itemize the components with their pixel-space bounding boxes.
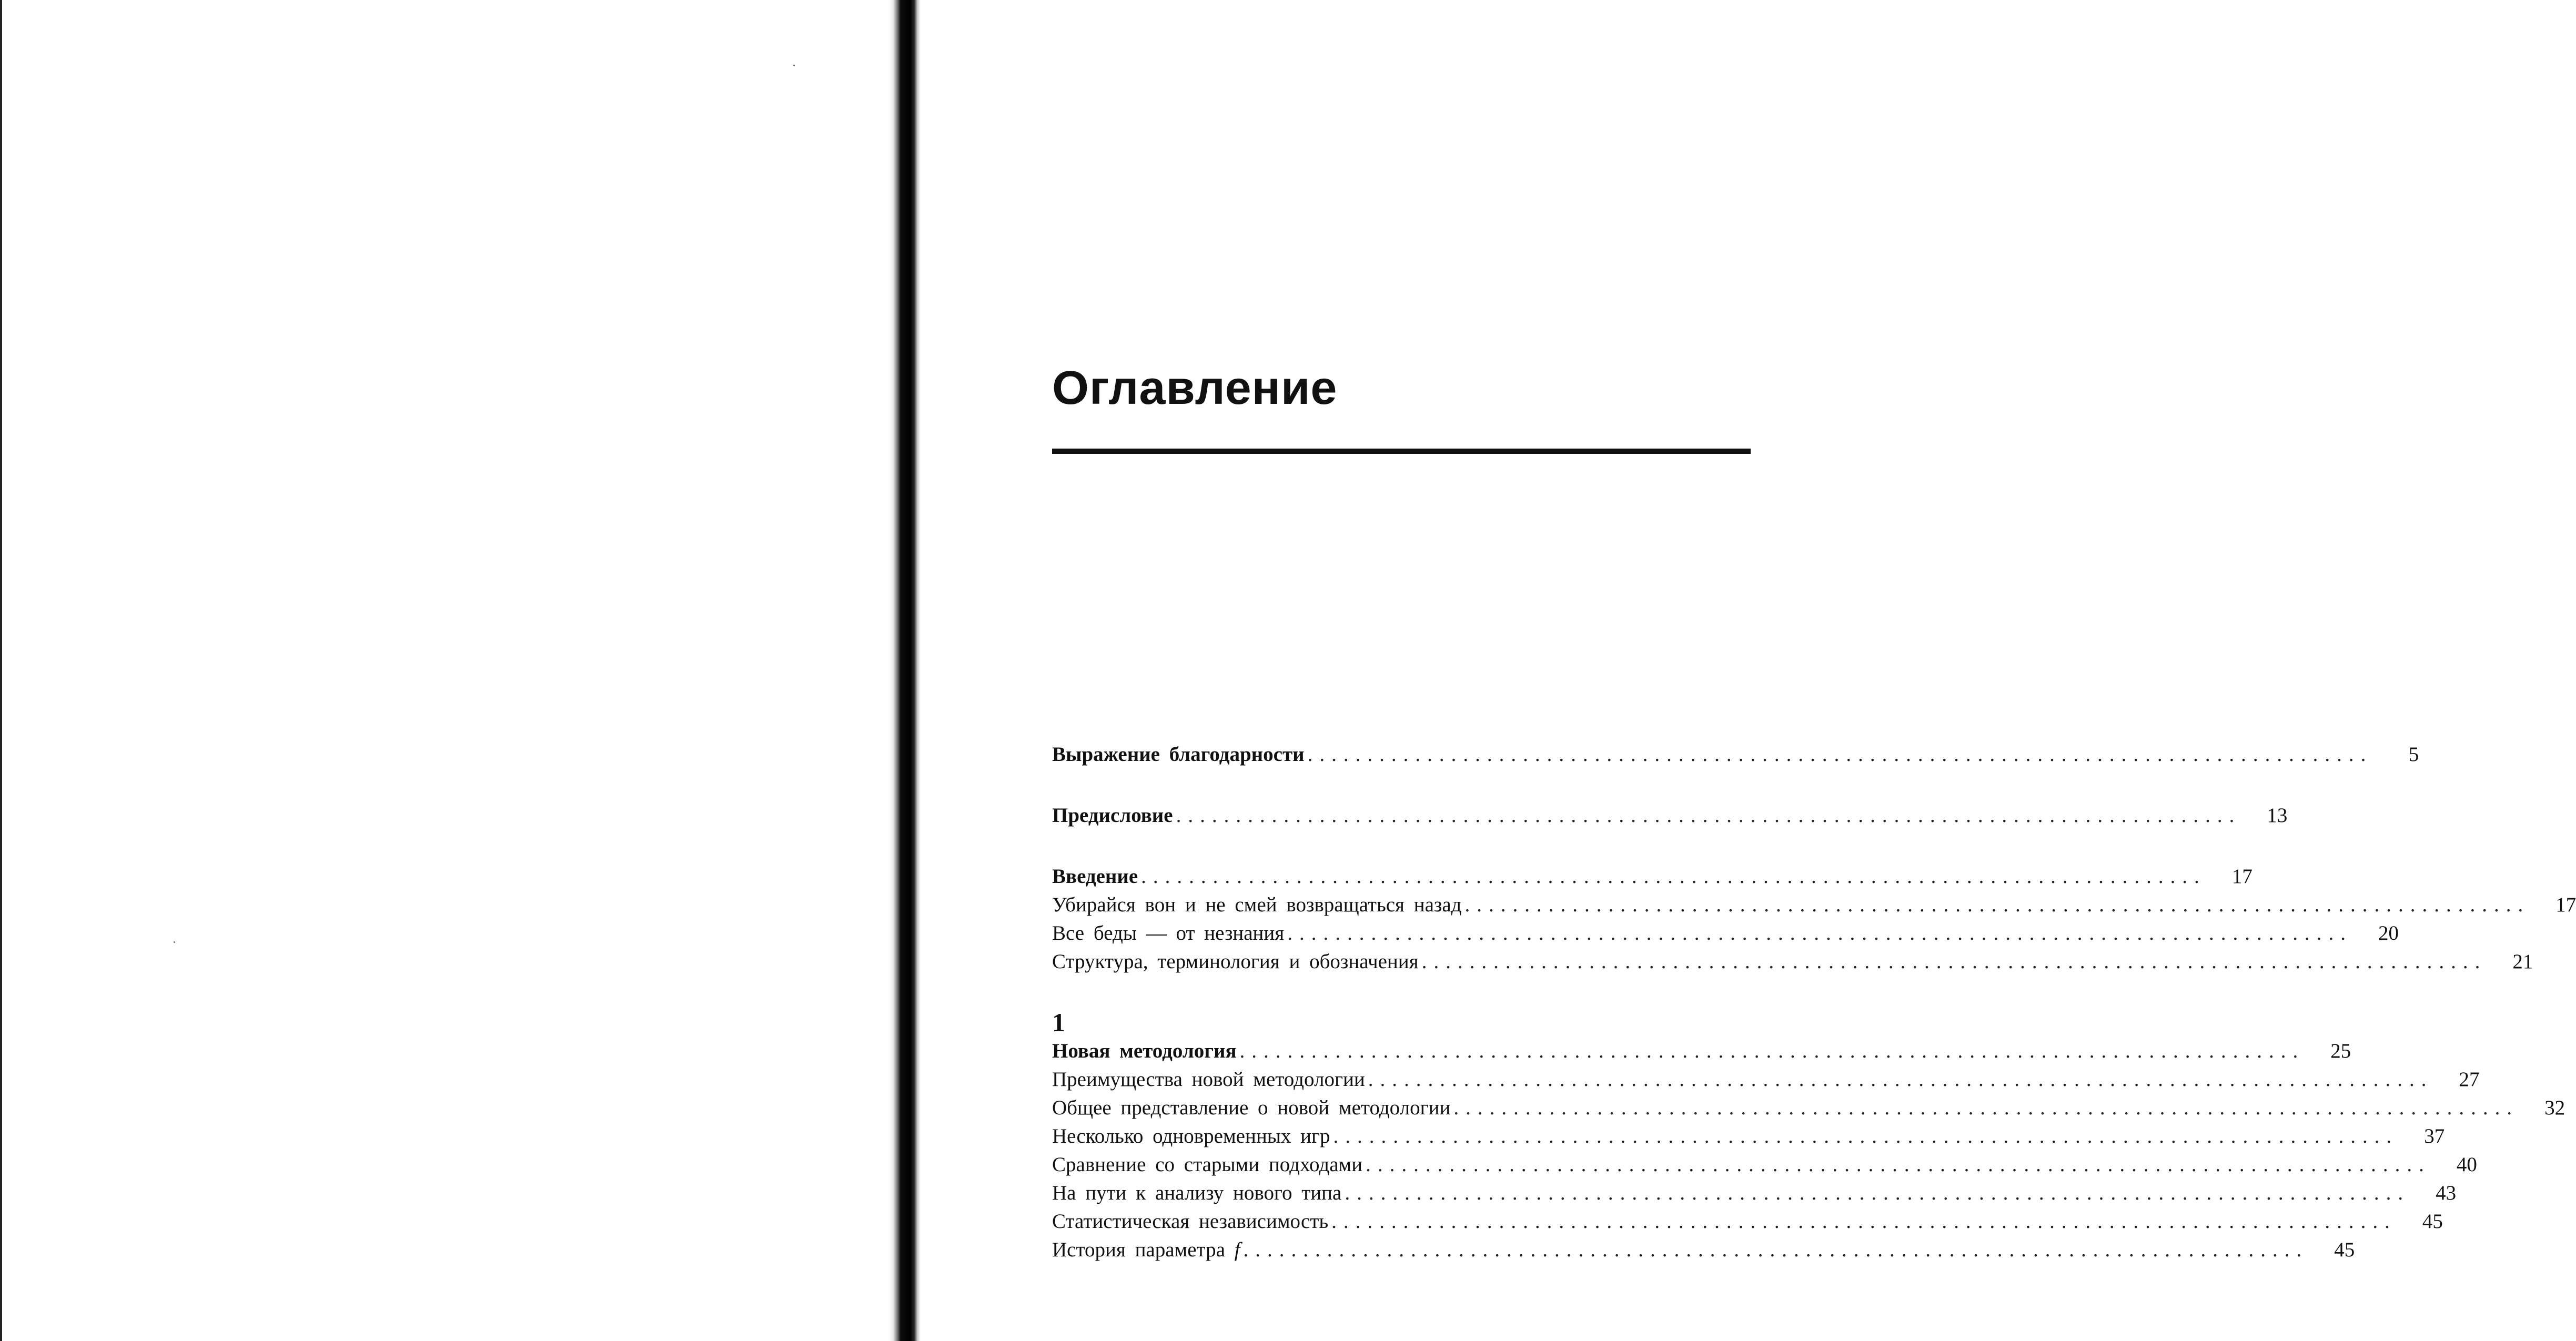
toc-entry-label: На пути к анализу нового типа [1052,1182,1342,1204]
toc-page-number: 5 [2408,743,2419,766]
toc-page-number: 45 [2422,1210,2443,1233]
toc-subentry[interactable] [1052,919,2399,948]
toc-leader-dots: ......................................................................................... [1307,743,2373,766]
toc-page-number: 13 [2267,804,2288,827]
toc-subentry[interactable] [1052,1094,2565,1122]
toc-entry-label: Структура, терминология и обозначения [1052,950,1419,973]
toc-page-number: 45 [2334,1238,2355,1261]
table-of-contents [1052,740,2576,1264]
book-spine-gutter [889,0,921,1341]
toc-leader-dots: ......................................................................................... [1333,1125,2399,1147]
toc-entry-acknowledgements[interactable] [1052,740,2419,769]
toc-subentry[interactable] [1052,1065,2480,1094]
toc-leader-dots: ......................................................................................... [1464,893,2530,916]
toc-page-number: 32 [2544,1096,2565,1119]
toc-leader-dots: ......................................................................................... [1239,1040,2305,1062]
toc-subentry[interactable] [1052,1207,2443,1236]
toc-page-number: 21 [2512,950,2533,973]
toc-entry-label: Преимущества новой методологии [1052,1068,1365,1091]
toc-entry-label-italic: f [1234,1238,1240,1261]
toc-entry-label: Сравнение со старыми подходами [1052,1153,1363,1176]
right-page [921,0,2576,1341]
toc-entry-chapter-1[interactable] [1052,1037,2351,1065]
toc-page-number: 25 [2330,1040,2351,1062]
toc-subentry[interactable] [1052,1122,2445,1151]
toc-leader-dots: ......................................................................................... [1176,804,2241,827]
toc-page-number: 17 [2231,865,2252,888]
title-underline [1052,449,1751,454]
toc-leader-dots: ......................................................................................... [1368,1068,2433,1091]
left-page [0,0,889,1341]
toc-page-number: 27 [2459,1068,2480,1091]
toc-leader-dots: ......................................................................................... [1366,1153,2431,1176]
toc-subentry[interactable] [1052,1151,2477,1179]
toc-page-number: 40 [2456,1153,2477,1176]
toc-entry-label-text: История параметра [1052,1238,1225,1261]
toc-entry-label: Предисловие [1052,804,1173,827]
page-edge-shadow [0,0,2,1341]
toc-entry-introduction[interactable] [1052,862,2252,891]
toc-entry-label: Статистическая независимость [1052,1210,1329,1233]
page-title: Оглавление [1052,362,1338,414]
toc-leader-dots: ......................................................................................... [1421,950,2487,973]
toc-subentry[interactable] [1052,948,2533,976]
toc-leader-dots: ......................................................................................... [1453,1096,2519,1119]
toc-entry-label: Все беды — от незнания [1052,922,1285,944]
chapter-number: 1 [1052,1008,1065,1037]
toc-subentry[interactable] [1052,1179,2457,1207]
toc-page-number: 20 [2378,922,2399,944]
toc-entry-label: Убирайся вон и не смей возвращаться назад [1052,893,1462,916]
toc-leader-dots: ......................................................................................... [1243,1238,2309,1261]
scan-speck [793,65,795,66]
toc-subentry[interactable] [1052,891,2576,919]
toc-leader-dots: ......................................................................................... [1141,865,2206,888]
toc-leader-dots: ......................................................................................... [1331,1210,2397,1233]
toc-entry-label: Общее представление о новой методологии [1052,1096,1451,1119]
toc-entry-label: Введение [1052,865,1138,888]
toc-entry-label: Новая методология [1052,1040,1237,1062]
toc-leader-dots: ......................................................................................... [1287,922,2352,944]
toc-leader-dots: ......................................................................................... [1345,1182,2410,1204]
toc-entry-preface[interactable] [1052,801,2288,830]
toc-subentry[interactable] [1052,1236,2355,1264]
toc-page-number: 43 [2436,1182,2457,1204]
scan-speck [174,941,175,943]
toc-entry-label: Выражение благодарности [1052,743,1305,766]
toc-entry-label [1052,1236,1243,1264]
toc-page-number: 17 [2555,893,2576,916]
toc-entry-label: Несколько одновременных игр [1052,1125,1330,1147]
toc-page-number: 37 [2424,1125,2445,1147]
